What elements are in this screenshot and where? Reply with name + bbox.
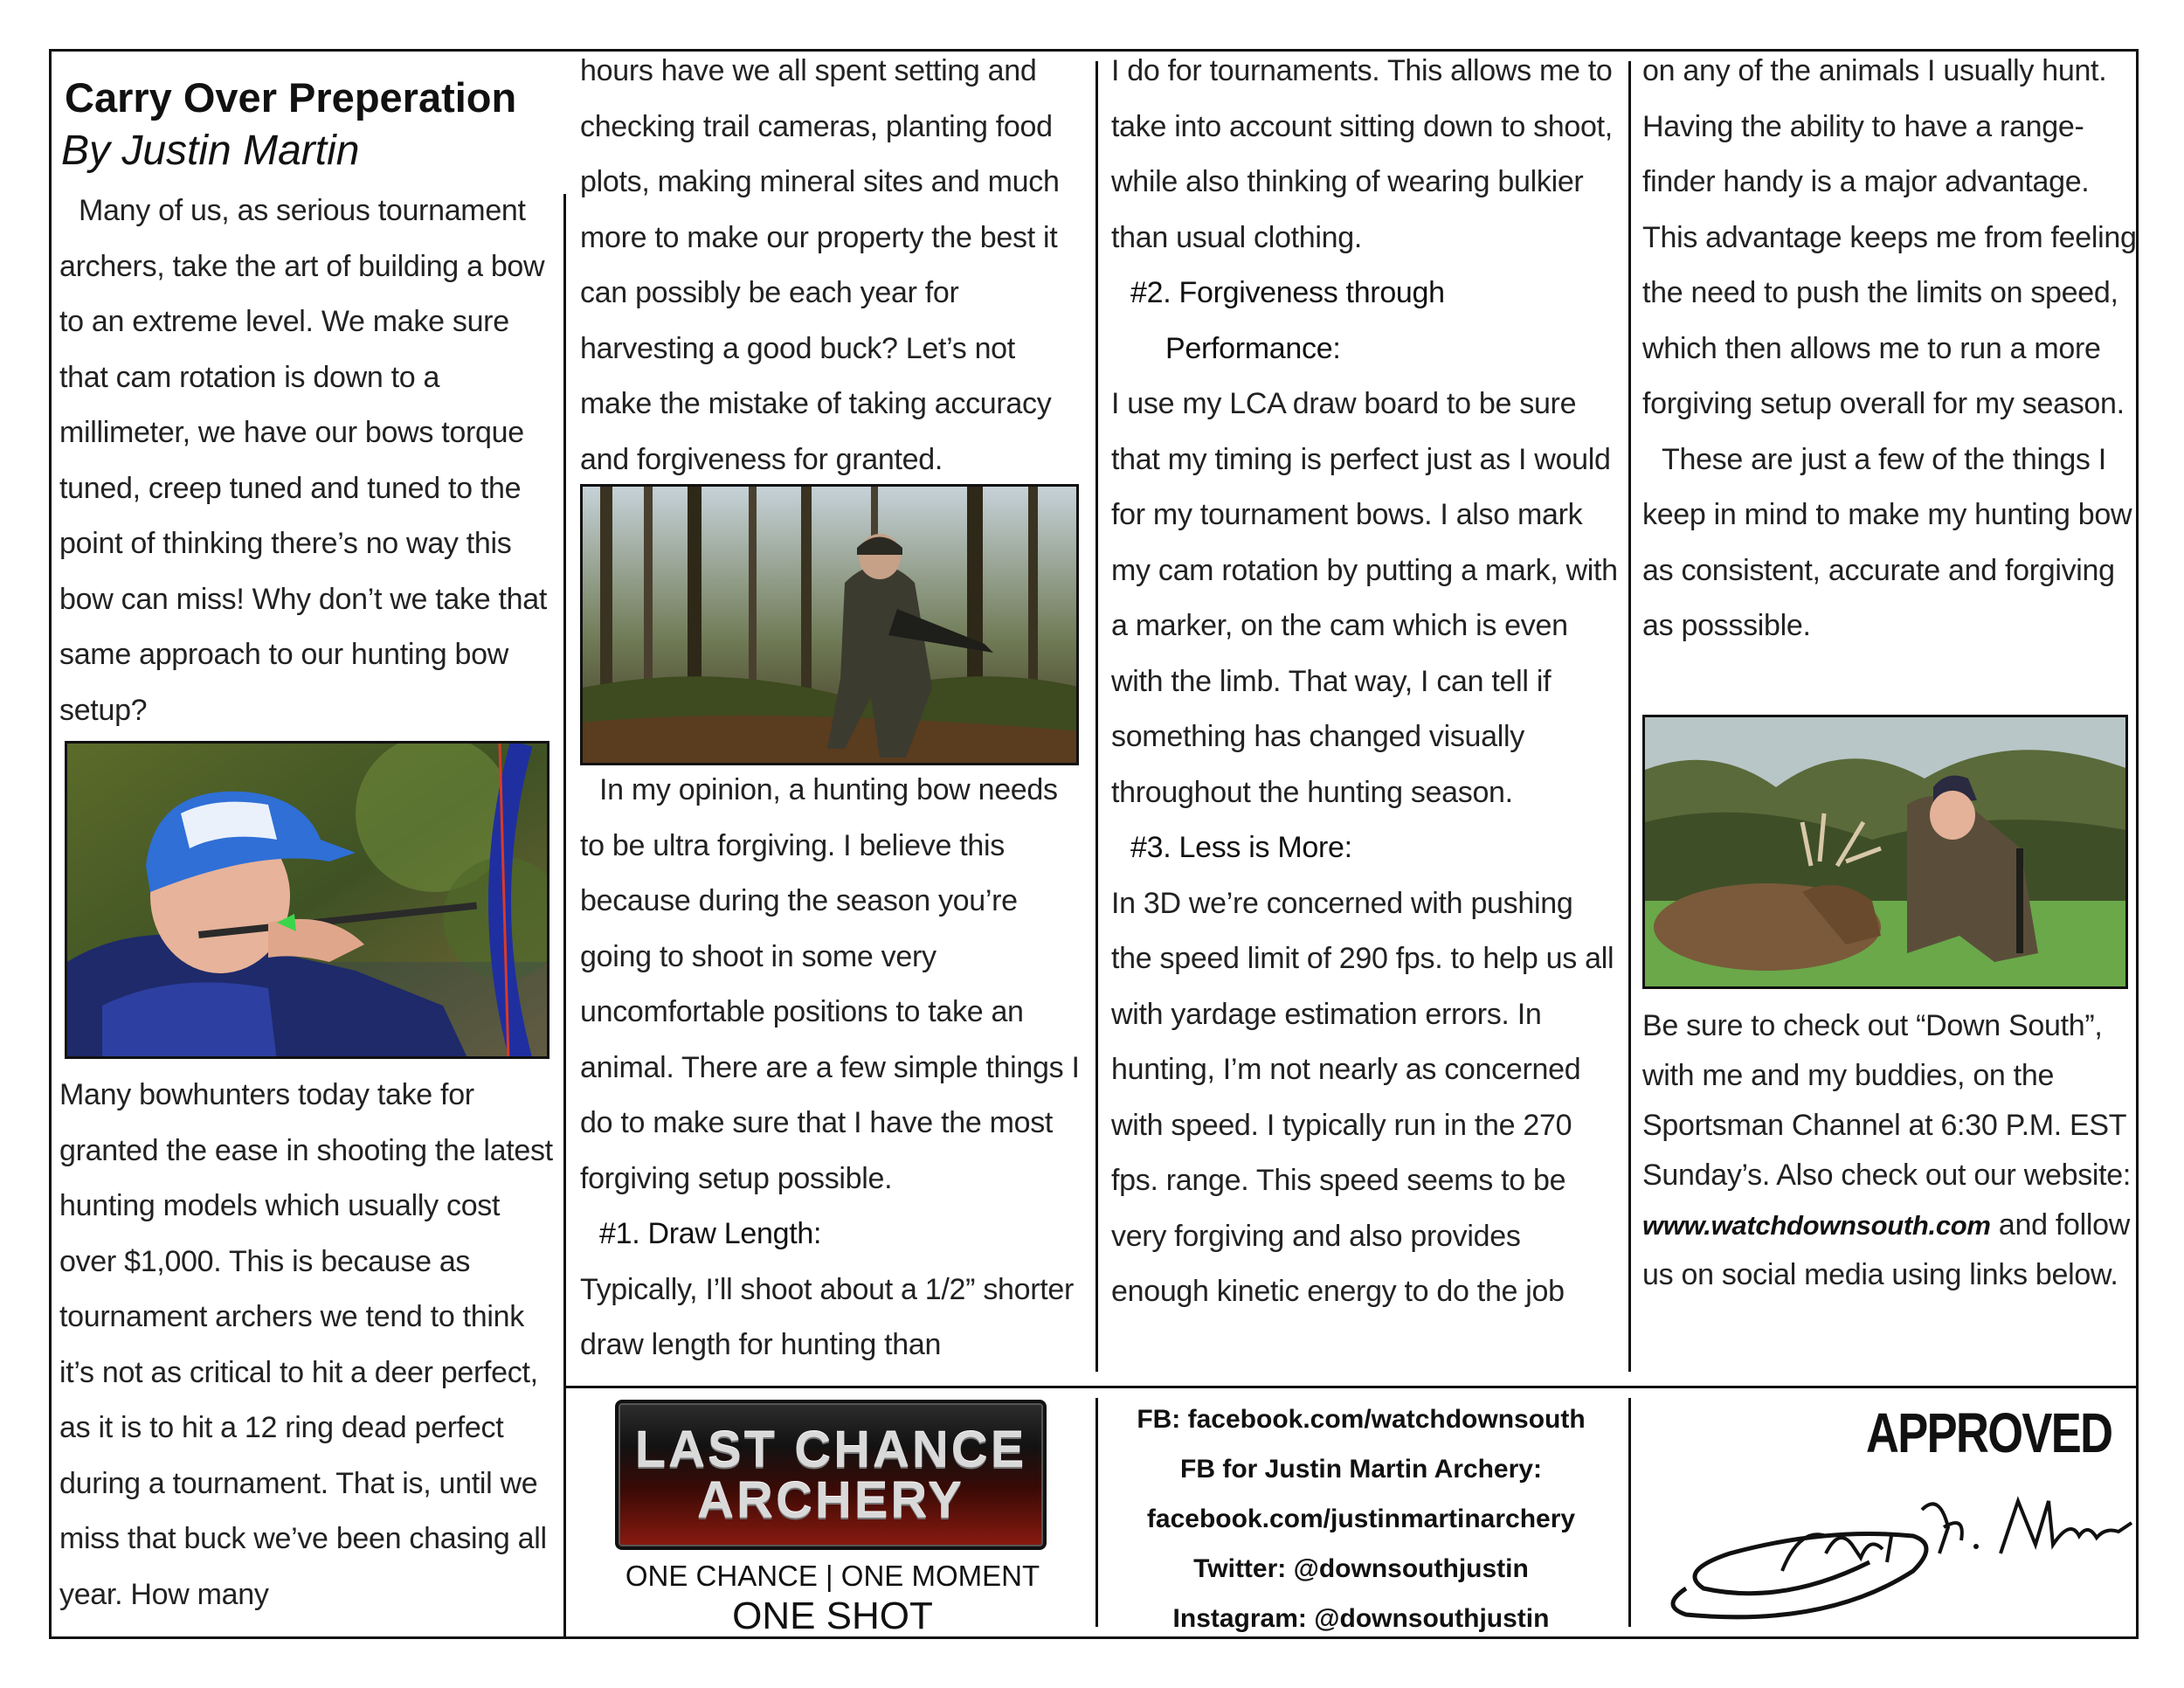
archer-aiming-image [67,744,549,1059]
social-facebook-archery[interactable]: facebook.com/justinmartinarchery [1146,1505,1576,1533]
column-1-bottom [59,1068,559,1622]
paragraph: These are just a few of the things I keep in mind to make my hunting bow as consistent, accurate and forgiving as posssible. [1642,442,2132,642]
hunter-with-buck-image [1645,717,2128,989]
social-instagram[interactable]: Instagram: @downsouthjustin [1172,1604,1550,1633]
paragraph [1642,1001,2137,1300]
last-chance-archery-logo [615,1400,1047,1550]
paragraph-text: Be sure to check out “Down South”, with me and my buddies, on the Sportsman Channel at 6:30 P.M. EST Sunday’s. Also check out our website: [1642,1009,2132,1192]
subheading: #3. Less is More: [1130,831,1352,864]
subheading: #1. Draw Length: [599,1217,822,1250]
paragraph: Many of us, as serious tournament archers, take the art of building a bow to an extreme level. We make sure that cam rotation is down to a millimeter, we have our bows torque tuned, creep tuned and tuned to the point of thinking there’s no way this bow can miss! Why don’t we take that same approach to our hunting bow setup? [59,194,548,727]
subheading: #2. Forgiveness through [1130,276,1445,309]
hunter-with-buck-photo [1642,715,2128,989]
paragraph: Typically, I’ll shoot about a 1/2” shorter draw length for hunting than [580,1272,1075,1361]
column-4-top [1642,44,2137,654]
logo-text-line-1: LAST CHANCE [634,1422,1027,1478]
paragraph: on any of the animals I usually hunt. Having the ability to have a range-finder handy is a major advantage. This advantage keeps me from feeling the need to push the limits on speed, which then allows me to run a more forgiving setup overall for my season. [1642,54,2137,420]
paragraph: Many bowhunters today take for granted the ease in shooting the latest hunting models which usually cost over $1,000. This is because as tournament archers we tend to think it’s not as critical to hit a deer perfect, as it is to hit a 12 ring dead perfect during a tournament. That is, until we miss that buck we’ve been chasing all year. How many [59,1078,553,1611]
footer-divider-3 [1628,1398,1631,1627]
column-4-bottom [1642,1001,2137,1300]
column-2-bottom [580,763,1087,1373]
social-twitter[interactable]: Twitter: @downsouthjustin [1193,1554,1529,1583]
column-divider-2 [1095,61,1098,1372]
column-3 [1111,44,1620,1320]
column-1-top [59,183,559,738]
column-divider-1 [563,194,566,1639]
logo-tagline-2: ONE SHOT [732,1595,933,1637]
paragraph: I use my LCA draw board to be sure that my timing is perfect just as I would for my tournament bows. I also mark my cam rotation by putting a mark, with a marker, on the cam which is even with the limb. That way, I can tell if something has changed visually throughout the hunting season. [1111,387,1618,809]
hunter-in-woods-photo [580,484,1079,765]
approved-stamp: APPROVED [1866,1401,2112,1464]
footer-divider [563,1386,2139,1388]
paragraph-text: and follow us on social media using links below. [1642,1208,2130,1291]
subheading: Performance: [1165,331,1341,365]
social-facebook-label: FB for Justin Martin Archery: [1180,1455,1542,1484]
logo-text-line-2: ARCHERY [697,1472,964,1529]
website-link[interactable]: www.watchdownsouth.com [1642,1210,1991,1241]
article-byline: By Justin Martin [61,128,360,174]
social-facebook[interactable]: FB: facebook.com/watchdownsouth [1137,1405,1586,1434]
archer-aiming-photo [65,741,549,1059]
paragraph: In my opinion, a hunting bow needs to be ultra forgiving. I believe this because during the season you’re going to shoot in some very uncomfortable positions to take an animal. There are a few simple things I do to make sure that I have the most forgiving setup possible. [580,773,1080,1195]
paragraph: hours have we all spent setting and checking trail cameras, planting food plots, making mineral sites and much more to make our property the best it can possibly be each year for harvesting a good buck? Let’s not make the mistake of taking accuracy and forgiveness for granted. [580,54,1060,476]
column-2-top [580,44,1087,488]
paragraph: In 3D we’re concerned with pushing the speed limit of 290 fps. to help us all with yardage estimation errors. In hunting, I’m not nearly as concerned with speed. I typically run in the 270 fps. range. This speed seems to be very forgiving and also provides enough kinetic energy to do the job [1111,886,1614,1308]
column-divider-3 [1628,61,1631,1372]
article-title: Carry Over Preperation [65,74,517,121]
justin-martin-signature [1651,1475,2140,1632]
paragraph: I do for tournaments. This allows me to take into account sitting down to shoot, while also thinking of wearing bulkier than usual clothing. [1111,54,1613,254]
hunter-in-woods-image [583,487,1079,765]
logo-tagline: ONE CHANCE | ONE MOMENT [625,1560,1040,1592]
